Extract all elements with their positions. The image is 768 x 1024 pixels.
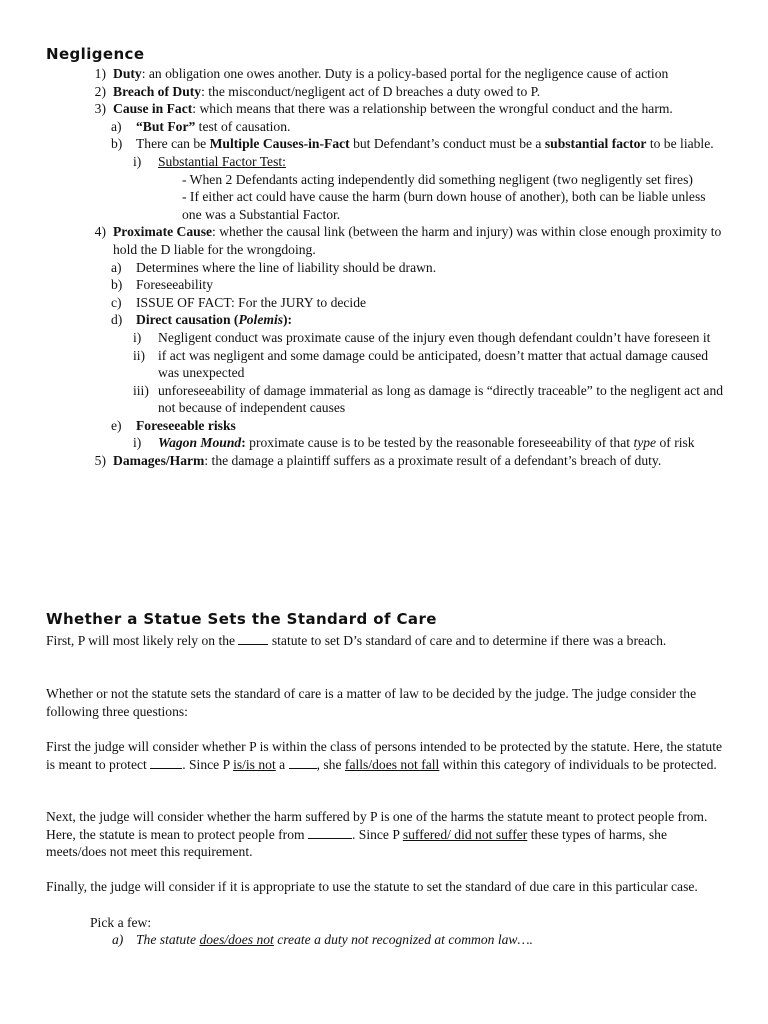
definition-text: : whether the causal link (between the harm and injury) was within close enough proximity to hold the D liable for the wrongdoing. bbox=[113, 224, 722, 257]
list-item-but-for bbox=[0, 118, 768, 136]
list-marker: 5) bbox=[94, 453, 106, 469]
term-duty: Duty bbox=[113, 66, 142, 81]
term-damages: Damages/Harm bbox=[113, 453, 205, 469]
list-item-foreseeable-risks bbox=[0, 417, 768, 435]
list-marker: i) bbox=[133, 435, 142, 451]
definition-text: : the damage a plaintiff suffers as a proximate result of a defendant’s breach of duty. bbox=[204, 453, 662, 469]
list-note: - If either act could have cause the harm (burn down house of another), both can be liable unless one was a Substantial Factor. bbox=[182, 189, 706, 222]
list-item-duty bbox=[0, 65, 768, 83]
fill-in-blank bbox=[289, 756, 317, 769]
list-item-multiple-causes: b) There can be Multiple Causes-in-Fact but Defendant’s conduct must be a substantial factor to be liable. bbox=[0, 135, 768, 153]
list-marker: 4) bbox=[94, 224, 106, 240]
definition-text: : the misconduct/negligent act of D breaches a duty owed to P. bbox=[201, 83, 541, 99]
list-item-direct-causation: d) Direct causation (Polemis): bbox=[0, 311, 768, 329]
underlined-choice: suffered/ did not suffer bbox=[402, 826, 528, 842]
term-cause-in-fact: Cause in Fact bbox=[113, 101, 193, 117]
pick-label: Pick a few: bbox=[90, 915, 152, 930]
list-item-wagon-mound: i) Wagon Mound: proximate cause is to be tested by the reasonable foreseeability of that type of risk bbox=[133, 435, 695, 451]
negligence-heading: Negligence bbox=[46, 45, 145, 63]
case-name-polemis: Polemis bbox=[238, 312, 284, 328]
term-breach: Breach of Duty bbox=[113, 83, 202, 99]
definition-text: test of causation. bbox=[195, 118, 291, 134]
negligence-outline bbox=[0, 65, 768, 470]
paragraph: First, P will most likely rely on the statute to set D’s standard of care and to determine if there was a breach. bbox=[46, 633, 667, 648]
list-marker: 2) bbox=[94, 83, 106, 99]
case-name-wagon-mound: Wagon Mound bbox=[158, 435, 242, 451]
list-item: b) Foreseeability bbox=[0, 276, 768, 294]
definition-text: : an obligation one owes another. Duty is a policy-based portal for the negligence cause of action bbox=[141, 66, 669, 81]
list-item-proximate-cause bbox=[0, 223, 768, 258]
test-name: Substantial Factor Test: bbox=[158, 153, 286, 169]
list-item: ii) if act was negligent and some damage could be anticipated, doesn’t matter that actual damage caused was unexpected bbox=[133, 347, 709, 381]
term-substantial-factor: substantial factor bbox=[544, 136, 647, 152]
list-item-damages bbox=[0, 452, 768, 470]
fill-in-blank bbox=[308, 826, 352, 839]
list-note: - When 2 Defendants acting independently did something negligent (two negligently set fires) bbox=[182, 171, 693, 187]
list-item: c) ISSUE OF FACT: For the JURY to decide bbox=[0, 294, 768, 312]
list-marker: i) bbox=[133, 153, 142, 169]
list-marker: iii) bbox=[133, 382, 149, 398]
list-marker: 3) bbox=[94, 101, 106, 117]
fill-in-blank bbox=[150, 756, 182, 769]
list-marker: a) bbox=[112, 932, 124, 947]
list-item-breach bbox=[0, 83, 768, 101]
list-item: iii) unforeseeability of damage immaterial as long as damage is “directly traceable” to the negligent act and not because of independent causes bbox=[133, 382, 724, 416]
list-marker: c) bbox=[111, 294, 122, 310]
underlined-choice: is/is not bbox=[233, 756, 276, 772]
term-foreseeable-risks: Foreseeable risks bbox=[136, 417, 236, 433]
underlined-choice: does/does not bbox=[199, 932, 274, 947]
paragraph: Whether or not the statute sets the standard of care is a matter of law to be decided by the judge. The judge consider the following three questions: bbox=[46, 686, 697, 719]
list-marker: b) bbox=[111, 136, 123, 152]
list-marker: d) bbox=[111, 312, 123, 328]
term-proximate-cause: Proximate Cause bbox=[113, 224, 213, 240]
list-marker: b) bbox=[111, 277, 123, 293]
list-marker: e) bbox=[111, 417, 122, 433]
paragraph: Finally, the judge will consider if it is appropriate to use the statute to set the standard of due care in this particular case. bbox=[46, 879, 698, 894]
list-marker: ii) bbox=[133, 347, 146, 363]
list-item-substantial-factor-test bbox=[0, 153, 768, 171]
pick-item: a) The statute does/does not create a duty not recognized at common law…. bbox=[112, 932, 533, 947]
list-marker: a) bbox=[111, 259, 122, 275]
term-multiple-causes: Multiple Causes-in-Fact bbox=[209, 136, 350, 152]
paragraph: Next, the judge will consider whether the harm suffered by P is one of the harms the statute meant to protect people from. Here, the statute is mean to protect people from . Since P suffered/ did not suffer these types of harms, she meets/does not meet this requirement. bbox=[46, 809, 708, 860]
fill-in-blank bbox=[238, 632, 268, 645]
list-item: a) Determines where the line of liability should be drawn. bbox=[0, 259, 768, 277]
statute-heading: Whether a Statue Sets the Standard of Care bbox=[46, 610, 437, 628]
underlined-choice: falls/does not fall bbox=[344, 756, 440, 772]
list-marker: a) bbox=[111, 118, 122, 134]
definition-text: : which means that there was a relationship between the wrongful conduct and the harm. bbox=[192, 101, 673, 117]
list-marker: 1) bbox=[94, 66, 106, 81]
list-marker: i) bbox=[133, 329, 142, 345]
list-item: i) Negligent conduct was proximate cause of the injury even though defendant couldn’t have foreseen it bbox=[133, 329, 711, 345]
paragraph: First the judge will consider whether P is within the class of persons intended to be protected by the statute. Here, the statute is meant to protect . Since P is/is not a , she falls/does not fall within this category of individuals to be protected. bbox=[46, 739, 723, 772]
term-but-for: “But For” bbox=[136, 118, 196, 134]
list-item-cause-in-fact bbox=[0, 100, 768, 118]
